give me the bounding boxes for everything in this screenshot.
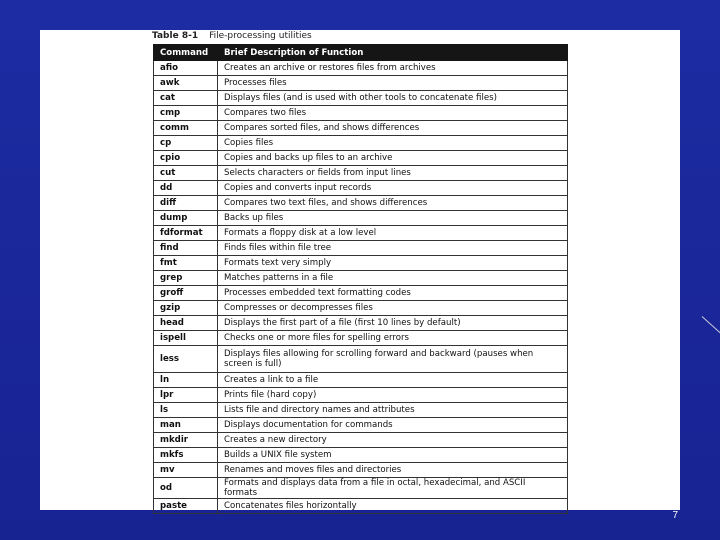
- description-cell: Processes files: [218, 76, 568, 91]
- table-row: [154, 346, 568, 373]
- description-cell: Processes embedded text formatting codes: [218, 286, 568, 301]
- command-cell: gzip: [154, 301, 218, 316]
- table-row: [154, 433, 568, 448]
- table-row: [154, 121, 568, 136]
- command-cell: paste: [154, 499, 218, 514]
- table-row: [154, 181, 568, 196]
- command-cell: lpr: [154, 388, 218, 403]
- table-row: [154, 271, 568, 286]
- table-row: [154, 403, 568, 418]
- table-row: [154, 226, 568, 241]
- description-cell: Concatenates files horizontally: [218, 499, 568, 514]
- table-row: [154, 241, 568, 256]
- table-row: [154, 286, 568, 301]
- command-cell: dump: [154, 211, 218, 226]
- table-row: [154, 256, 568, 271]
- decorative-line: [702, 316, 720, 334]
- command-cell: mkfs: [154, 448, 218, 463]
- command-cell: mkdir: [154, 433, 218, 448]
- description-cell: Displays files allowing for scrolling forward and backward (pauses when screen is full): [218, 346, 568, 373]
- table-body: [154, 61, 568, 514]
- command-cell: fmt: [154, 256, 218, 271]
- slide-content-panel: [40, 30, 680, 510]
- table-row: [154, 151, 568, 166]
- description-cell: Creates a new directory: [218, 433, 568, 448]
- table-row: [154, 373, 568, 388]
- table-row: [154, 463, 568, 478]
- command-cell: mv: [154, 463, 218, 478]
- description-cell: Copies and backs up files to an archive: [218, 151, 568, 166]
- description-cell: Compares two text files, and shows differences: [218, 196, 568, 211]
- description-cell: Renames and moves files and directories: [218, 463, 568, 478]
- command-cell: cmp: [154, 106, 218, 121]
- command-cell: ls: [154, 403, 218, 418]
- table-caption-title: File-processing utilities: [209, 31, 312, 41]
- description-cell: Formats text very simply: [218, 256, 568, 271]
- command-cell: afio: [154, 61, 218, 76]
- column-header-description: Brief Description of Function: [218, 45, 568, 61]
- command-cell: cat: [154, 91, 218, 106]
- table-row: [154, 448, 568, 463]
- table-caption: [152, 30, 312, 44]
- command-cell: less: [154, 346, 218, 373]
- description-cell: Compresses or decompresses files: [218, 301, 568, 316]
- file-utilities-table: [153, 44, 568, 514]
- command-cell: cp: [154, 136, 218, 151]
- description-cell: Displays documentation for commands: [218, 418, 568, 433]
- command-cell: man: [154, 418, 218, 433]
- description-cell: Lists file and directory names and attributes: [218, 403, 568, 418]
- command-cell: cpio: [154, 151, 218, 166]
- table-row: [154, 499, 568, 514]
- command-cell: comm: [154, 121, 218, 136]
- description-cell: Copies files: [218, 136, 568, 151]
- table-row: [154, 196, 568, 211]
- table-row: [154, 91, 568, 106]
- command-cell: dd: [154, 181, 218, 196]
- table-row: [154, 106, 568, 121]
- table-header-row: [154, 45, 568, 61]
- description-cell: Selects characters or fields from input lines: [218, 166, 568, 181]
- table-row: [154, 136, 568, 151]
- table-row: [154, 76, 568, 91]
- command-cell: cut: [154, 166, 218, 181]
- description-cell: Matches patterns in a file: [218, 271, 568, 286]
- description-cell: Finds files within file tree: [218, 241, 568, 256]
- command-cell: diff: [154, 196, 218, 211]
- description-cell: Creates a link to a file: [218, 373, 568, 388]
- table-row: [154, 166, 568, 181]
- table-row: [154, 211, 568, 226]
- slide-number: 7: [672, 510, 678, 521]
- table-row: [154, 418, 568, 433]
- command-cell: awk: [154, 76, 218, 91]
- description-cell: Creates an archive or restores files from archives: [218, 61, 568, 76]
- table-row: [154, 478, 568, 499]
- table-row: [154, 331, 568, 346]
- description-cell: Checks one or more files for spelling errors: [218, 331, 568, 346]
- command-cell: find: [154, 241, 218, 256]
- table-row: [154, 316, 568, 331]
- description-cell: Formats and displays data from a file in octal, hexadecimal, and ASCII formats: [218, 478, 568, 499]
- description-cell: Compares two files: [218, 106, 568, 121]
- description-cell: Displays files (and is used with other tools to concatenate files): [218, 91, 568, 106]
- command-cell: fdformat: [154, 226, 218, 241]
- table-row: [154, 61, 568, 76]
- table-caption-number: Table 8-1: [152, 31, 199, 41]
- command-cell: grep: [154, 271, 218, 286]
- description-cell: Compares sorted files, and shows differences: [218, 121, 568, 136]
- description-cell: Displays the first part of a file (first 10 lines by default): [218, 316, 568, 331]
- description-cell: Copies and converts input records: [218, 181, 568, 196]
- column-header-command: Command: [154, 45, 218, 61]
- description-cell: Backs up files: [218, 211, 568, 226]
- table-row: [154, 301, 568, 316]
- description-cell: Formats a floppy disk at a low level: [218, 226, 568, 241]
- description-cell: Prints file (hard copy): [218, 388, 568, 403]
- description-cell: Builds a UNIX file system: [218, 448, 568, 463]
- command-cell: ispell: [154, 331, 218, 346]
- command-cell: groff: [154, 286, 218, 301]
- command-cell: od: [154, 478, 218, 499]
- command-cell: head: [154, 316, 218, 331]
- table-row: [154, 388, 568, 403]
- command-cell: ln: [154, 373, 218, 388]
